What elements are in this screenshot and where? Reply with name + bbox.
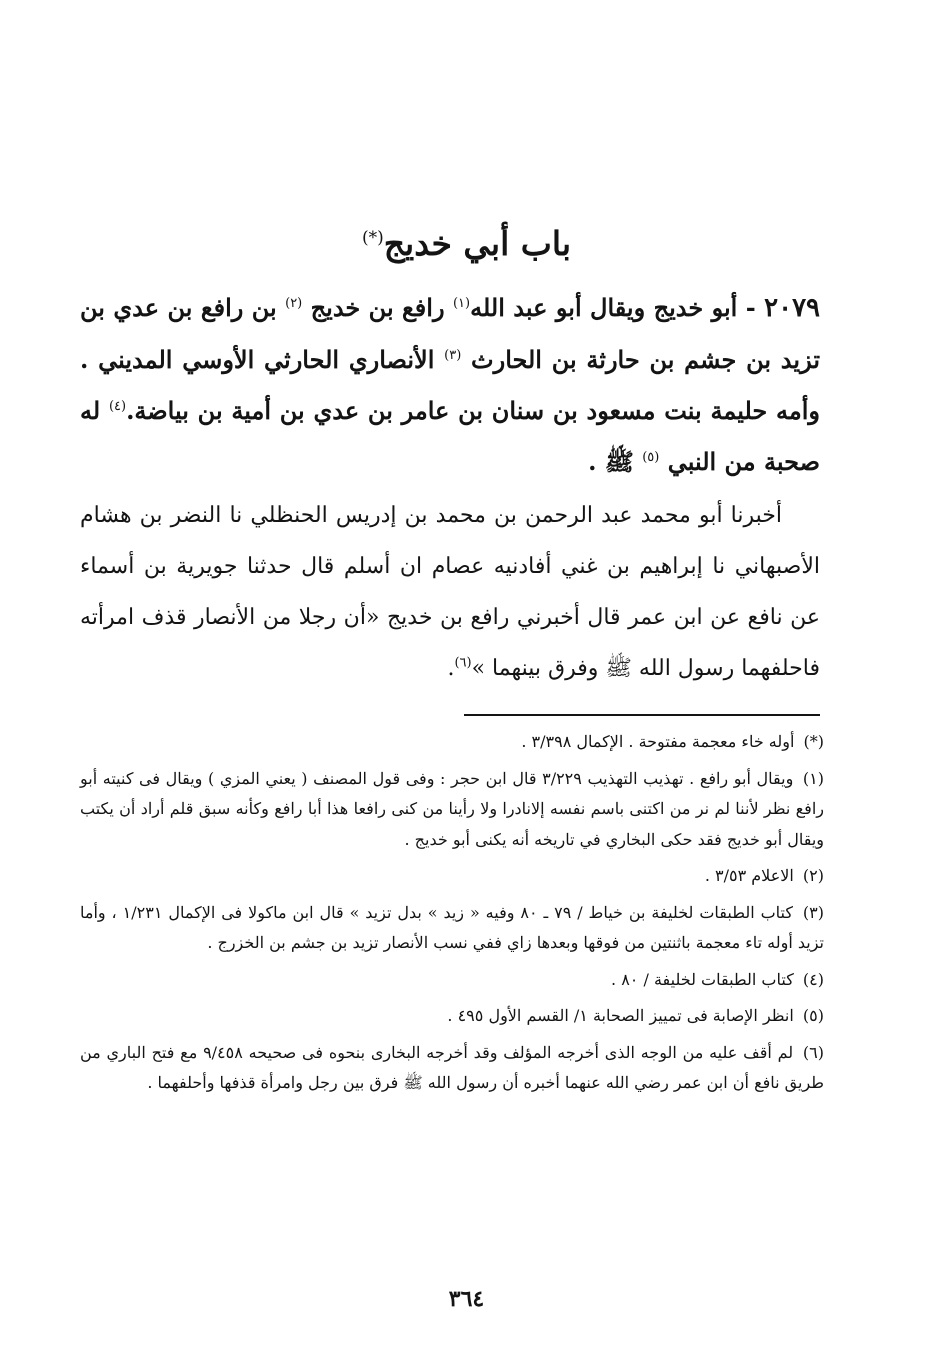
footnote-mark: (٢) [802, 866, 824, 885]
footnote-mark: (٥) [802, 1006, 824, 1025]
entry-text: - أبو خديج ويقال أبو عبد الله [470, 293, 756, 322]
footnote-mark: (٦) [802, 1042, 825, 1062]
footnote-text: انظر الإصابة فى تمييز الصحابة ١/ القسم الأول ٤٩٥ . [447, 1006, 794, 1025]
footnote-ref: (٢) [285, 296, 303, 311]
biography-entry [80, 282, 820, 487]
footnote-text: ويقال أبو رافع . تهذيب التهذيب ٣/٢٢٩ قال ابن حجر : وفى قول المصنف ( يعني المزي ) ويقال فى كنيته أبو رافع نظر لأننا لم نر من اكتنى باسم نفسه إلانادرا ولا رأينا من كنى رافعا هذا أبا رافع وكأنه سبق قلم أراد أن يكتب ويقال أبو خديج فقد حكى البخاري في تاريخه أنه يكنى أبو خديج . [80, 768, 824, 849]
footnote-item [80, 1001, 824, 1032]
entry-text: ﷺ . [588, 447, 643, 476]
entry-text: رافع بن خديج [302, 293, 453, 322]
footnote-mark: (*) [803, 732, 824, 751]
hadith-text: أخبرنا أبو محمد عبد الرحمن بن محمد بن إدريس الحنظلي نا النضر بن هشام الأصبهاني نا إبراهيم بن غني أفادنيه عصام ان أسلم قال حدثنا جويرية بن أسماء عن نافع عن ابن عمر قال أخبرني رافع بن خديج «أن رجلا من الأنصار قذف امرأته فاحلفهما رسول الله ﷺ وفرق بينهما » [80, 503, 820, 681]
footnote-text: كتاب الطبقات لخليفة بن خياط / ٧٩ ـ ٨٠ وفيه « زيد » بدل تزيد » قال ابن ماكولا فى الإكمال ١/٢٣١ ، وأما تزيد أوله تاء معجمة باثنتين من فوقها وبعدها زاي ففي نسب الأنصار تزيد بن جشم بن الخزرج . [80, 902, 824, 952]
footnote-item [80, 898, 824, 959]
entry-text: بن رافع بن عدي بن تزيد بن جشم بن حارثة بن الحارث [80, 293, 820, 374]
chapter-title-text: باب أبي خديج [383, 224, 572, 263]
hadith-end: . [447, 656, 455, 681]
footnote-ref: (٥) [642, 450, 660, 465]
footnote-divider [464, 714, 820, 716]
footnote-item [80, 727, 824, 758]
footnote-text: الاعلام ٣/٥٣ . [704, 866, 794, 885]
footnote-text: لم أقف عليه من الوجه الذى أخرجه المؤلف وقد أخرجه البخارى بنحوه فى صحيحه ٩/٤٥٨ مع فتح الباري من طريق نافع أن ابن عمر رضي الله عنهما أخبره أن رسول الله ﷺ فرق بين رجل وامرأة قذفها وأحلفهما . [80, 1042, 824, 1092]
page-number: ٣٦٤ [448, 1286, 485, 1312]
footnote-item [80, 1038, 824, 1099]
footnote-item [80, 861, 824, 892]
footnote-item [80, 764, 824, 856]
footnote-item [80, 965, 824, 996]
footnote-mark: (٤) [802, 969, 824, 989]
footnote-text: أوله خاء معجمة مفتوحة . الإكمال ٣/٣٩٨ . [521, 732, 795, 751]
footnote-ref: (٣) [444, 348, 462, 363]
entry-text: له صحبة من النبي [80, 396, 820, 476]
chapter-title [0, 208, 933, 274]
footnote-ref: (١) [452, 296, 471, 311]
footnote-ref: (٤) [108, 399, 127, 414]
footnote-text: كتاب الطبقات لخليفة / ٨٠ . [611, 969, 794, 989]
entry-text: الأنصاري الحارثي الأوسي المديني . وأمه حليمة بنت مسعود بن سنان بن عامر بن عدي بن أمية بن بياضة. [80, 345, 820, 425]
footnote-mark: (١) [802, 768, 824, 788]
hadith-paragraph [80, 490, 820, 694]
footnotes-section [80, 727, 824, 1105]
entry-number: ٢٠٧٩ [764, 293, 821, 323]
footnote-mark: (٣) [802, 902, 825, 922]
footnote-ref: (٦) [454, 655, 472, 671]
chapter-title-marker: (*) [361, 228, 384, 248]
